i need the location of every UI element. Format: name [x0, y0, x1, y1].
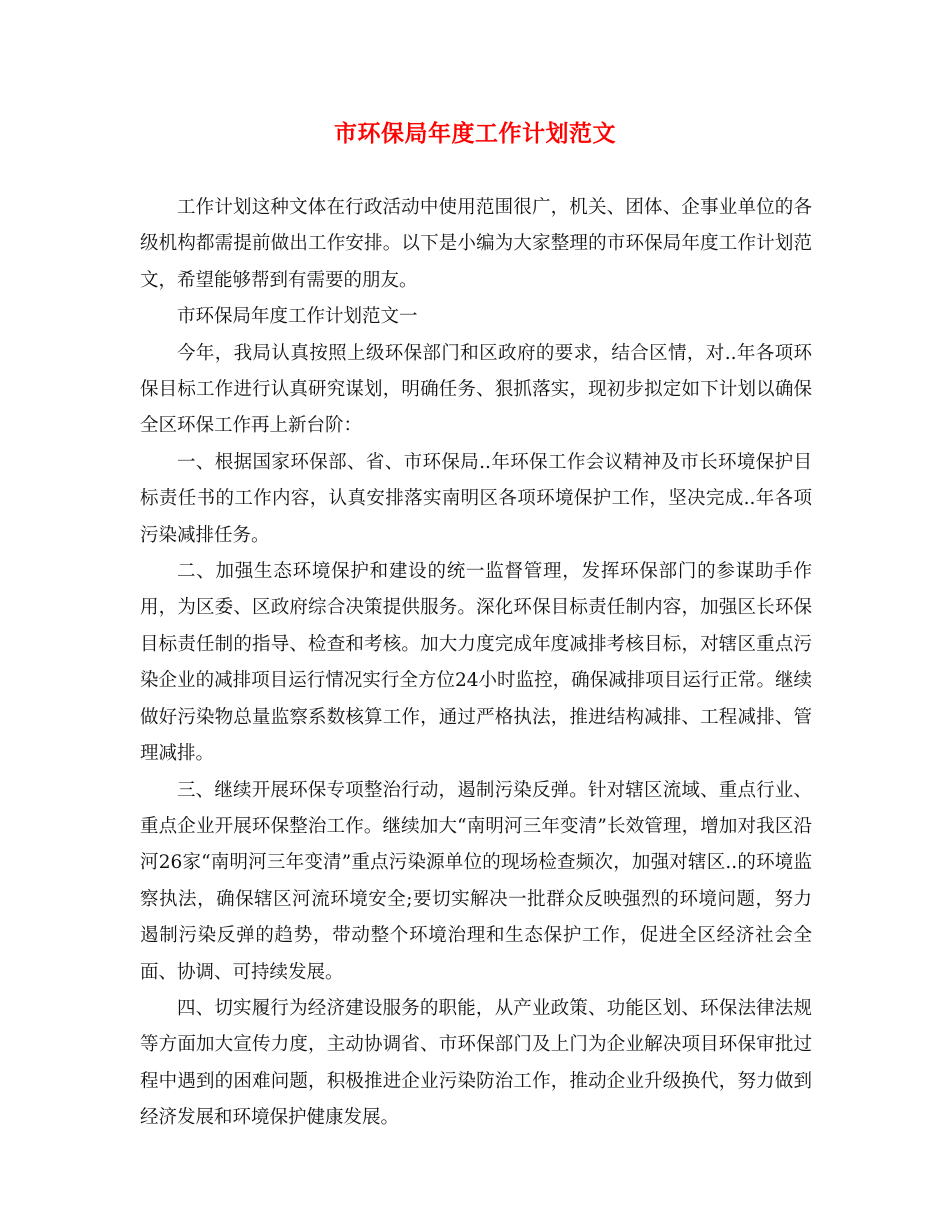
paragraph-item-4: 四、切实履行为经济建设服务的职能，从产业政策、功能区划、环保法律法规等方面加大宣传力度，主动协调省、市环保部门及上门为企业解决项目环保审批过程中遇到的困难问题，积极推进企业污染防治工作，推动企业升级换代，努力做到经济发展和环境保护健康发展。 — [140, 997, 812, 1129]
paragraph-overview: 今年，我局认真按照上级环保部门和区政府的要求，结合区情，对..年各项环保目标工作进行认真研究谋划，明确任务、狠抓落实，现初步拟定如下计划以确保全区环保工作再上新台阶： — [140, 342, 812, 437]
document-title: 市环保局年度工作计划范文 — [334, 120, 616, 147]
document-body — [140, 190, 812, 1137]
paragraph-intro: 工作计划这种文体在行政活动中使用范围很广，机关、团体、企事业单位的各级机构都需提前做出工作安排。以下是小编为大家整理的市环保局年度工作计划范文，希望能够帮到有需要的朋友。 — [140, 197, 812, 291]
paragraph-item-3: 三、继续开展环保专项整治行动，遏制污染反弹。针对辖区流域、重点行业、重点企业开展环保整治工作。继续加大“南明河三年变清”长效管理，增加对我区沿河26家“南明河三年变清”重点污染源单位的现场检查频次，加强对辖区..的环境监察执法，确保辖区河流环境安全;要切实解决一批群众反映强烈的环境问题，努力遏制污染反弹的趋势，带动整个环境治理和生态保护工作，促进全区经济社会全面、协调、可持续发展。 — [140, 779, 812, 983]
paragraph-item-2: 二、加强生态环境保护和建设的统一监督管理，发挥环保部门的参谋助手作用，为区委、区政府综合决策提供服务。深化环保目标责任制内容，加强区长环保目标责任制的指导、检查和考核。加大力度完成年度减排考核目标，对辖区重点污染企业的减排项目运行情况实行全方位24小时监控，确保减排项目运行正常。继续做好污染物总量监察系数核算工作，通过严格执法，推进结构减排、工程减排、管理减排。 — [140, 561, 812, 765]
paragraph-subtitle: 市环保局年度工作计划范文一 — [177, 306, 418, 328]
paragraph-item-1: 一、根据国家环保部、省、市环保局..年环保工作会议精神及市长环境保护目标责任书的工作内容，认真安排落实南明区各项环境保护工作，坚决完成..年各项污染减排任务。 — [140, 451, 812, 546]
